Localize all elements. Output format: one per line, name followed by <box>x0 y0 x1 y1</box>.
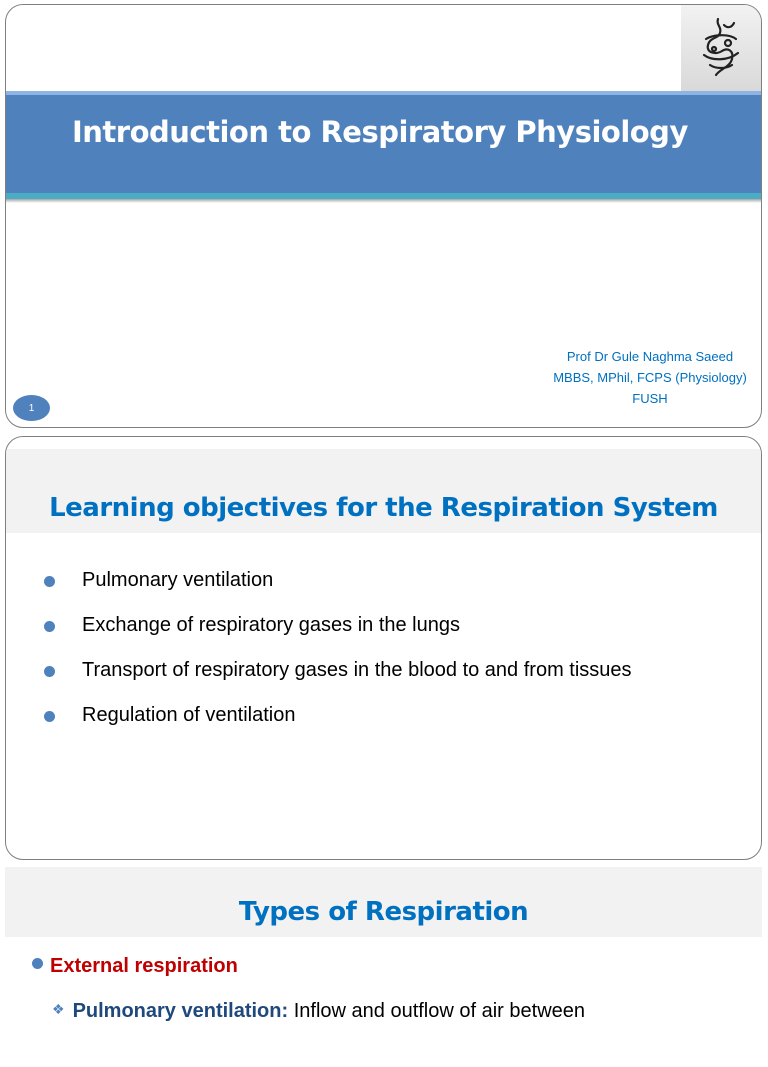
sub-list-item <box>52 1000 585 1023</box>
title-band <box>6 91 761 199</box>
bullet-icon <box>44 666 55 677</box>
slide-2-title: Learning objectives for the Respiration System <box>49 493 718 523</box>
slide-3 <box>5 867 762 1067</box>
list-item-text: Exchange of respiratory gases in the lungs <box>82 614 460 636</box>
author-block <box>545 346 755 409</box>
list-item-text: Transport of respiratory gases in the blood to and from tissues <box>82 659 632 681</box>
slide-1 <box>5 4 762 428</box>
slide-3-title: Types of Respiration <box>238 897 529 927</box>
page-number: 1 <box>13 395 50 421</box>
slide-1-title: Introduction to Respiratory Physiology <box>72 115 688 149</box>
logo <box>681 5 761 91</box>
slide-2 <box>5 436 762 860</box>
objectives-list <box>6 569 761 749</box>
list-item <box>32 955 238 978</box>
external-respiration-label: External respiration <box>50 955 238 977</box>
list-item <box>6 569 761 614</box>
list-item <box>6 704 761 749</box>
diamond-bullet-icon: ❖ <box>52 1001 65 1017</box>
author-affiliation: FUSH <box>632 391 668 406</box>
author-credentials: MBBS, MPhil, FCPS (Physiology) <box>553 370 747 385</box>
bullet-icon <box>44 711 55 722</box>
bullet-icon <box>44 621 55 632</box>
list-item-text: Regulation of ventilation <box>82 704 296 726</box>
bullet-icon <box>44 576 55 587</box>
pulmonary-ventilation-label: Pulmonary ventilation: <box>72 1000 289 1022</box>
calligraphy-logo-icon <box>698 15 744 81</box>
list-item <box>6 614 761 659</box>
list-item-text: Pulmonary ventilation <box>82 569 274 591</box>
list-item <box>6 659 761 704</box>
author-name: Prof Dr Gule Naghma Saeed <box>566 349 734 364</box>
pulmonary-ventilation-text: Inflow and outflow of air between <box>288 1000 586 1022</box>
bullet-icon <box>32 958 43 969</box>
